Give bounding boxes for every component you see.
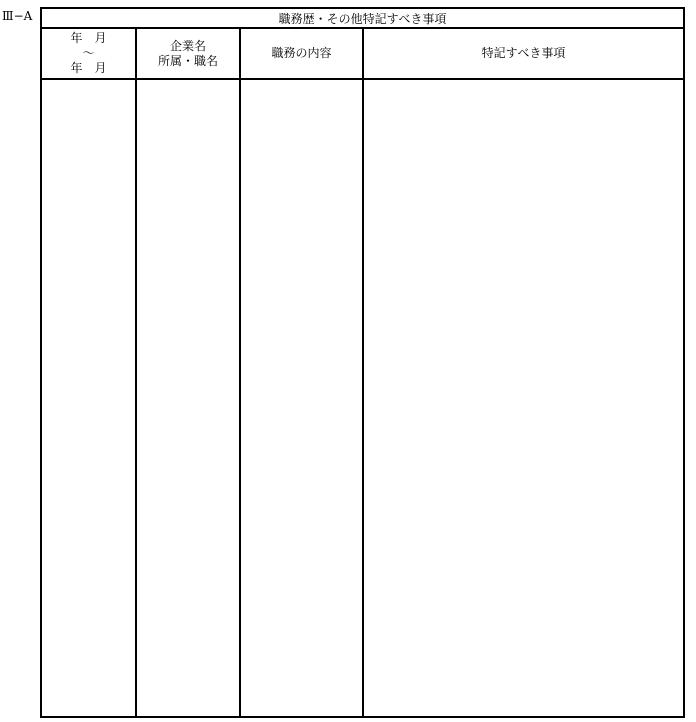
header-period-separator: ～	[82, 46, 95, 60]
header-duties-label: 職務の内容	[271, 46, 332, 60]
table-title: 職務歴・その他特記すべき事項	[42, 9, 683, 29]
section-label: Ⅲ−A	[2, 9, 33, 23]
header-company	[137, 29, 239, 78]
header-period-start: 年 月	[70, 31, 107, 45]
header-period	[42, 29, 135, 78]
header-period-end: 年 月	[70, 61, 107, 75]
career-history-table	[40, 7, 685, 718]
header-company-position: 所属・職名	[157, 53, 218, 68]
header-notes	[364, 29, 683, 78]
header-duties	[241, 29, 362, 78]
header-company-name: 企業名	[169, 38, 206, 53]
table-body-empty[interactable]	[42, 80, 683, 716]
header-notes-label: 特記すべき事項	[481, 46, 566, 60]
